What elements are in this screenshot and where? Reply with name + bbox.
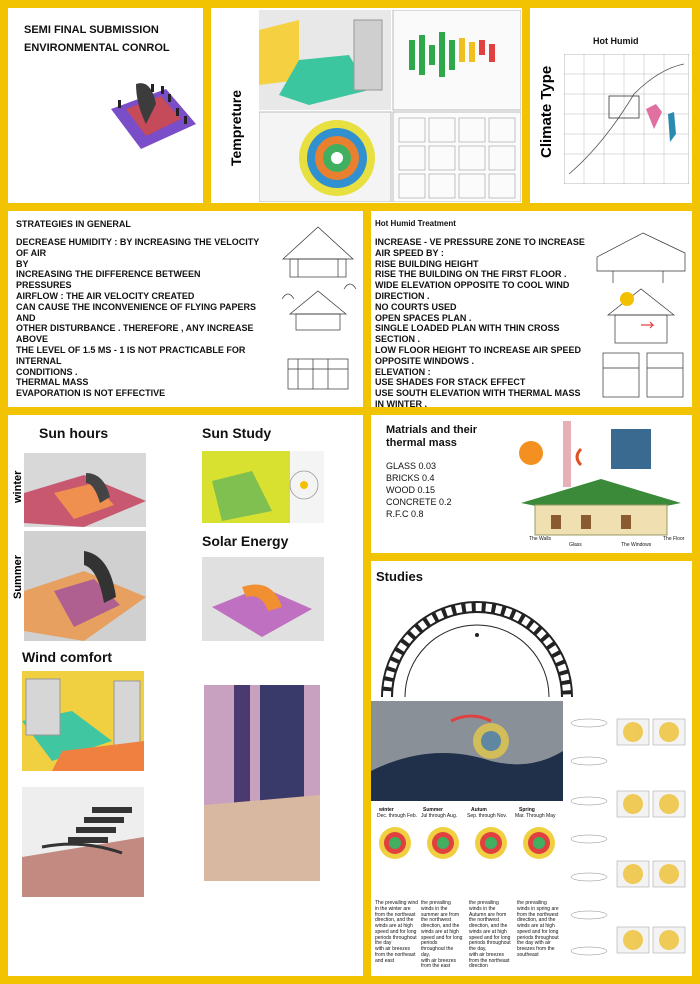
strategies-title: STRATEGIES IN GENERAL [16, 219, 131, 229]
strategies-line: EVAPORATION IS NOT EFFECTIVE [16, 388, 166, 399]
strategies-line: THERMAL MASS [16, 377, 89, 388]
tall-facade-render [204, 685, 320, 881]
studies-title: Studies [376, 569, 423, 584]
strategies-line: INCREASING THE DIFFERENCE BETWEEN [16, 269, 201, 280]
sun-hours-winter-render [24, 453, 146, 527]
material-item: WOOD 0.15 [386, 485, 436, 495]
season-name: Spring [519, 807, 535, 813]
wind-note-summer: the prevailing winds in the summer are from the northwest direction, and the winds are at high speed and for long periods throughout the day, with air breezes from the east [421, 900, 463, 970]
label-the-floor: The Floor [663, 536, 685, 542]
title-line1: SEMI FINAL SUBMISSION [24, 24, 159, 36]
climate-panel [530, 8, 692, 203]
treatment-line: AIR SPEED BY : [375, 247, 444, 258]
solar-energy-render [202, 557, 324, 641]
label-the-roof: The Roof [611, 476, 632, 482]
strategies-line: BY [16, 258, 29, 269]
season-period: Sep. through Nov. [467, 813, 507, 819]
strategy-sketches [278, 219, 360, 405]
wind-note-autumn: the prevailing winds in the Autumn are from the northwest direction, and the winds are at high speed and for long periods throughout the day, with air breezes from the northeast direction [469, 900, 511, 970]
sun-path-diagrams [567, 711, 689, 971]
strategies-line: OTHER DISTURBANCE . THEREFORE , ANY INCREASE [16, 323, 254, 334]
treatment-line: OPEN SPACES PLAN . [375, 312, 472, 323]
temperature-panel [211, 8, 522, 203]
material-item: GLASS 0.03 [386, 461, 437, 471]
materials-panel [371, 415, 692, 553]
season-name: Summer [423, 807, 444, 813]
climate-subtitle: Hot Humid [593, 36, 639, 46]
label-the-walls: The Walls [529, 536, 552, 542]
season-name: winter [379, 807, 394, 813]
title-line2: ENVIRONMENTAL CONROL [24, 42, 170, 54]
material-item: CONCRETE 0.2 [386, 497, 452, 507]
treatment-line: IN WINTER . [375, 398, 427, 407]
psychrometric-chart [564, 54, 689, 184]
season-period: Dec. through Feb. [377, 813, 418, 819]
wind-comfort-render [22, 671, 144, 771]
sun-study-title: Sun Study [202, 425, 272, 441]
strategies-line: DECREASE HUMIDITY : BY INCREASING THE VELOCITY [16, 237, 260, 247]
semicircular-plan [377, 589, 577, 699]
material-item: R.F.C 0.8 [386, 509, 424, 519]
studies-panel [371, 561, 692, 976]
wind-note-spring: the prevailing winds in spring are from the northwest direction, and the winds are at high speed and for long periods throughout the day with air breezes from the southeast [517, 900, 559, 958]
treatment-line: DIRECTION . [375, 290, 430, 301]
season-period: Mar. Through May [515, 813, 556, 819]
materials-title-line1: Matrials and their [386, 424, 478, 436]
treatment-line: USE SOUTH ELEVATION WITH THERMAL MASS [375, 388, 581, 399]
season-name: Autum [471, 807, 487, 813]
building-render [106, 64, 198, 156]
sun-study-render [202, 451, 324, 523]
solar-energy-title: Solar Energy [202, 533, 289, 549]
wind-note-winter: The prevailing wind in the winter are from the northeast direction, and the winds are at high speed and for long periods throughout the day with air breezes from the northeast and east [375, 900, 419, 964]
sun-hours-title: Sun hours [39, 425, 109, 441]
treatment-line: NO COURTS USED [375, 301, 457, 312]
season-period: Jul through Aug. [421, 813, 458, 819]
treatment-line: RISE BUILDING HEIGHT [375, 258, 479, 269]
temperature-simulation-figures [259, 10, 521, 202]
treatment-line: RISE THE BUILDING ON THE FIRST FLOOR . [375, 269, 567, 280]
strategies-line: THE LEVEL OF 1.5 MS - 1 IS NOT PRACTICABLE FOR [16, 344, 246, 355]
house-heat-diagram [511, 419, 689, 551]
treatment-title: Hot Humid Treatment [375, 219, 456, 228]
site-aerial-photo [371, 701, 563, 801]
treatment-line: USE SHADES FOR STACK EFFECT [375, 377, 526, 388]
wind-comfort-title: Wind comfort [22, 649, 113, 665]
strategies-panel [8, 211, 363, 407]
strategies-line: INTERNAL [16, 355, 62, 366]
treatment-sketches [593, 223, 689, 403]
label-the-windows: The Windows [621, 542, 652, 548]
strategies-line: AND [16, 312, 36, 323]
treatment-line: ELEVATION : [375, 366, 431, 377]
title-panel [8, 8, 203, 203]
treatment-line: LOW FLOOR HEIGHT TO INCREASE AIR SPEED [375, 344, 582, 355]
treatment-line: WIDE ELEVATION OPPOSITE TO COOL WIND [375, 280, 570, 291]
materials-title-line2: thermal mass [386, 437, 457, 449]
treatment-panel [371, 211, 692, 407]
treatment-line: SINGLE LOADED PLAN WITH THIN CROSS [375, 323, 560, 334]
seasonal-wind-roses [375, 823, 565, 863]
winter-label: winter [12, 470, 24, 503]
treatment-line: OPPOSITE WINDOWS . [375, 355, 475, 366]
staircase-render [22, 787, 144, 897]
strategies-text [16, 237, 259, 399]
climate-type-label: Climate Type [538, 65, 555, 158]
treatment-line: SECTION . [375, 334, 421, 345]
strategies-line: ABOVE [16, 334, 49, 345]
summer-label: Summer [12, 554, 24, 599]
strategies-line: CAN CAUSE THE INCONVENIENCE OF FLYING PAPERS [16, 301, 257, 312]
label-glass: Glass [569, 542, 582, 548]
strategies-line: OF AIR [16, 247, 47, 258]
temperature-label: Tempreture [228, 90, 244, 166]
strategies-line: AIRFLOW : THE AIR VELOCITY CREATED [16, 290, 195, 301]
treatment-line: INCREASE - VE PRESSURE ZONE TO INCREASE [375, 237, 585, 247]
strategies-line: CONDITIONS . [16, 366, 78, 377]
treatment-text [375, 237, 585, 407]
sun-hours-summer-render [24, 531, 146, 641]
strategies-line: PRESSURES [16, 280, 72, 291]
material-item: BRICKS 0.4 [386, 473, 435, 483]
analysis-panel [8, 415, 363, 976]
